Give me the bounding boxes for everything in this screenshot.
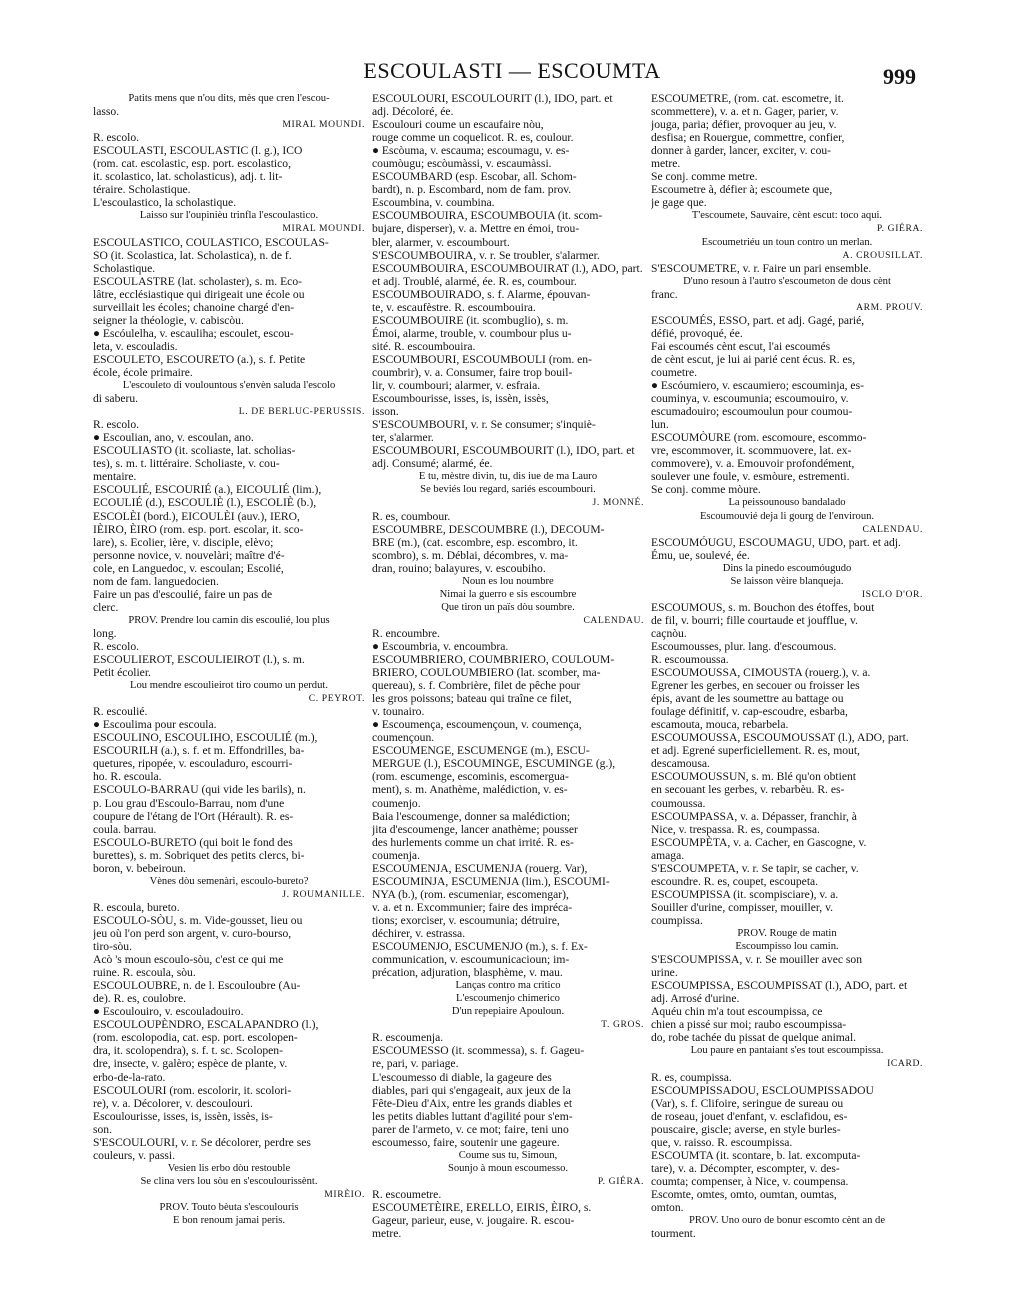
entry-line: tourment. [651,1227,696,1241]
entry-line: mentaire. [93,470,137,484]
entry-line: adj. Décoloré, ée. [372,105,454,119]
entry-line: coumençoun. [372,731,435,745]
quotation-line: Se laisson vèire blanqueja. [730,575,844,587]
entry-line: Escoulouri coume un escaufaire nòu, [372,118,544,132]
entry-line: scombro), s. m. Déblai, décombres, v. ma- [372,548,569,562]
quotation-line: Que tiron un païs dòu soumbre. [441,601,575,613]
entry-line: BRE (m.), (cat. escombre, esp. escombro, it. [372,535,578,549]
entry-line: ● Escoulima pour escoula. [93,718,217,732]
entry-line: S'ESCOUMPISSA, v. r. Se mouiller avec son [651,953,862,967]
entry-line: école, école primaire. [93,365,193,379]
entry-line: ESCOUMINJA, ESCUMENJA (lim.), ESCOUMI- [372,874,610,888]
entry-line: ESCOULOURI (rom. escolorir, it. scolori- [93,1083,292,1097]
entry-line: des hurlements comme un chat irrité. R. es- [372,835,574,849]
entry-line: v. tounairo. [372,705,425,719]
entry-line: pouscaire, giscle; averse, en style burles- [651,1122,841,1136]
entry-line: escoumesso, faire, soutenir une gageure. [372,1135,560,1149]
entry-line: ESCOULOUPÈNDRO, ESCALAPANDRO (l.), [93,1018,319,1032]
entry-line: ESCOUMBOUIRA, ESCOUMBOUIRAT (l.), ADO, part. [372,261,643,275]
quotation-line: T'escoumete, Sauvaire, cènt escut: toco aqui. [691,210,883,222]
entry-line: ESCOUMBOUIRE (it. scombuglio), s. m. [372,313,569,327]
quotation-line: Vènes dòu semenàri, escoulo-bureto? [149,875,309,887]
entry-line: SO (it. Scolastica, lat. Scholastica), n. de f. [93,248,292,262]
entry-line: burettes), s. m. Sobriquet des petits clercs, bi- [93,848,305,862]
entry-line: do, robe tachée du pissat de quelque animal. [651,1031,857,1045]
entry-line: Baia l'escoumenge, donner sa malédiction; [372,809,571,823]
entry-line: R. escoumetre. [372,1187,442,1201]
entry-line: de). R. es, coulobre. [93,992,187,1006]
entry-line: lasso. [93,105,120,119]
entry-line: ESCOUMENJO, ESCUMENJO (m.), s. f. Ex- [372,940,588,954]
entry-line: tes), s. m. t. littéraire. Scholiaste, v. cou- [93,457,280,471]
entry-line: S'ESCOUMETRE, v. r. Faire un pari ensemble. [651,261,872,275]
citation-author: T. GROS. [601,1019,644,1031]
entry-line: nom de fam. languedocien. [93,574,219,588]
entry-line: BRIERO, COULOUMBIERO (lat. scomber, ma- [372,666,601,680]
entry-line: quereau), s. f. Combrière, filet de pêche pour [372,679,581,693]
citation-author: CALENDAU. [583,614,644,626]
entry-line: Escoumbourisse, isses, is, issèn, issès, [372,392,549,406]
entry-line: tions; exorciser, v. escoumunia; détruire, [372,913,560,927]
entry-line: ruine. R. escoula, sòu. [93,966,196,980]
entry-line: précation, adjuration, blasphème, v. mau. [372,966,563,980]
entry-line: ESCOUMOUSSA, CIMOUSTA (rouerg.), v. a. [651,666,871,680]
entry-line: Aquéu chin m'a tout escoumpissa, ce [651,1005,823,1019]
entry-line: ter, s'alarmer. [372,431,434,445]
entry-line: donner à garder, lancer, exciter, v. cou- [651,144,832,158]
entry-line: son. [93,1122,113,1136]
entry-line: S'ESCOUMPETA, v. r. Se tapir, se cacher, v. [651,861,859,875]
entry-line: coumòugu; escòumàssi, v. escaumàssi. [372,157,552,171]
running-head: ESCOULASTI — ESCOUMTA [363,58,661,83]
entry-line: ESCOULETO, ESCOURETO (a.), s. f. Petite [93,352,306,366]
entry-line: scommettere), v. a. et n. Gager, parier, v. [651,105,839,119]
column-middle [372,92,644,1240]
entry-line: couleurs, v. passi. [93,1148,175,1162]
entry-line: ESCOULO-SÒU, s. m. Vide-gousset, lieu ou [93,913,303,927]
citation-author: ICARD. [887,1058,923,1070]
entry-line: it. scolastico, lat. scholasticus), adj. t. lit- [93,170,283,184]
entry-line: ESCOUMBRE, DESCOUMBRE (l.), DECOUM- [372,522,605,536]
entry-line: ESCOUMETÈIRE, ERELLO, EIRIS, ÈIRO, s. [372,1200,592,1214]
quotation-line: Lanças contro ma critico [455,980,561,992]
citation-author: P. GIÉRA. [597,1175,644,1187]
entry-line: jouga, paria; défier, provoquer au jeu, v. [651,118,837,132]
entry-line: ESCOULASTICO, COULASTICO, ESCOULAS- [93,235,329,249]
entry-line: ESCOUMBOUIRADO, s. f. Alarme, épouvan- [372,287,591,301]
entry-line: IÈIRO, ÈIRO (rom. esp. port. escolar, it. sco- [93,522,304,536]
entry-line: desfisa; en Rouergue, commettre, confier, [651,131,845,145]
entry-line: L'escoumesso di diable, la gageure des [372,1070,552,1084]
entry-line: surveillait les écoles; chanoine chargé d'en- [93,300,295,314]
entry-line: L'escoulastico, la scholastique. [93,196,237,210]
entry-line: lun. [651,418,669,432]
entry-line: Nice, v. trespassa. R. es, coumpassa. [651,822,820,836]
citation-author: MIRAL MOUNDI. [282,223,365,235]
entry-line: R. es, coumbour. [372,509,451,523]
citation-author: C. PEYROT. [308,693,365,705]
entry-line: metre. [651,157,681,171]
entry-line: vre, escommover, it. scommuovere, lat. ex- [651,444,852,458]
citation-author: ISCLO D'OR. [861,588,923,600]
entry-line: bujare, disperser), v. a. Mettre en émoi, trou- [372,222,580,236]
citation-author: J. ROUMANILLE. [282,888,365,900]
entry-line: R. escoumoussa. [651,653,729,667]
column-right [651,92,923,1240]
entry-line: ESCOUMPÈTA, v. a. Cacher, en Gascogne, v. [651,835,867,849]
entry-line: ESCOUMÉS, ESSO, part. et adj. Gagé, parié, [651,313,865,327]
entry-line: Escoumousses, plur. lang. d'escoumous. [651,639,837,653]
entry-line: tare), v. a. Décompter, escompter, v. des- [651,1161,840,1175]
entry-line: ment), s. m. Anathème, malédiction, v. es- [372,783,568,797]
entry-line: chien a pissé sur moi; raubo escoumpissa- [651,1018,847,1032]
quotation-line: Patits mens que n'ou dits, mès que cren l'escou- [128,93,330,104]
entry-line: Scholastique. [93,261,156,275]
entry-line: Escomte, omtes, omto, oumtan, oumtas, [651,1187,837,1201]
entry-line: de roseau, jouet d'enfant, v. esclafidou, es- [651,1109,848,1123]
entry-line: ESCOULASTI, ESCOULASTIC (l. g.), ICO [93,144,303,158]
entry-line: rouge comme un coquelicot. R. es, coulour. [372,131,574,145]
entry-line: R. escolo. [93,639,140,653]
citation-author: P. GIÉRA. [876,223,923,235]
entry-line: Acò 's moun escoulo-sòu, c'est ce qui me [93,953,284,967]
entry-line: jita d'escoumenge, lancer anathème; pousser [372,822,578,836]
entry-line: adj. Consumé; alarmé, ée. [372,457,493,471]
entry-line: S'ESCOUMBOUIRA, v. r. Se troubler, s'alarmer. [372,248,600,262]
entry-line: Escoumetre à, défier à; escoumete que, [651,183,833,197]
entry-line: ESCOUMESSO (it. scommessa), s. f. Gageu- [372,1044,585,1058]
entry-line: (rom. escolopodia, cat. esp. port. escolopen- [93,1031,298,1045]
entry-line: re), v. a. Décolorer, v. descoulouri. [93,1096,253,1110]
entry-line: Se conj. comme metre. [651,170,758,184]
quotation-line: PROV. Uno ouro de bonur escomto cènt an de [688,1215,886,1227]
entry-line: ESCOURILH (a.), s. f. et m. Effondrilles, ba- [93,744,305,758]
entry-line: leta, v. escouladis. [93,339,178,353]
entry-line: soulever une foule, v. esmòure, estrementi. [651,470,850,484]
citation-author: A. CROUSILLAT. [842,249,923,261]
entry-line: coumbrir), v. a. Consumer, faire trop bouil- [372,365,573,379]
entry-line: R. escolo. [93,418,140,432]
page-header [0,58,1024,88]
entry-line: R. escolo. [93,131,140,145]
entry-line: ● Escoumbria, v. encoumbra. [372,639,509,653]
column-left [93,92,365,1227]
entry-line: couminya, v. escoumunia; escoumouiro, v. [651,392,849,406]
entry-line: ESCOUMBOURI, ESCOUMBOULI (rom. en- [372,352,592,366]
entry-line: escamouta, mouca, rebarbela. [651,718,789,732]
quotation-line: PROV. Prendre lou camin dis escoulié, lou plus [128,614,330,626]
quotation-line: PROV. Touto bèuta s'escoulouris [159,1201,299,1213]
quotation-line: L'escouleto di voulountous s'envèn saluda l'escolo [122,380,336,392]
entry-line: (rom. cat. escolastic, esp. port. escolastico, [93,157,291,171]
entry-line: boron, v. bebeiroun. [93,861,186,875]
entry-line: Se conj. comme mòure. [651,483,761,497]
entry-line: ESCOULIASTO (it. scoliaste, lat. scholias- [93,444,296,458]
entry-line: les gros poissons; bateau qui traîne ce filet, [372,692,572,706]
entry-line: omton. [651,1200,684,1214]
entry-line: escumadouiro; escoumoulun pour coumou- [651,405,853,419]
entry-line: S'ESCOULOURI, v. r. Se décolorer, perdre ses [93,1135,311,1149]
entry-line: NYA (b.), (rom. escumeniar, escomengar), [372,887,569,901]
quotation-line: Lou paure en pantaiant s'es tout escoumpissa. [690,1045,884,1057]
entry-line: coumenjo. [372,796,421,810]
entry-line: franc. [651,287,678,301]
citation-author: ARM. PROUV. [856,301,923,313]
entry-line: lâtre, ecclésiastique qui dirigeait une école ou [93,287,305,301]
entry-line: ESCOUMÒURE (rom. escomoure, escommo- [651,431,867,445]
entry-line: ESCOUMTA (it. scontare, b. lat. excomputa- [651,1148,861,1162]
entry-line: descamousa. [651,757,710,771]
entry-line: foulage définitif, v. cap-escoudre, esbarba, [651,705,848,719]
entry-line: ● Escoulouiro, v. escouladouiro. [93,1005,244,1019]
entry-line: v. a. et n. Excommunier; faire des impréca- [372,900,573,914]
quotation-line: Nimai la guerro e sis escoumbre [439,588,577,600]
entry-line: ECOULIÉ (d.), ESCOULIÈ (l.), ESCOLIÈ (b.), [93,496,317,510]
entry-line: erbo-de-la-rato. [93,1070,166,1084]
quotation-line: Dins la pinedo escoumóugudo [722,562,852,574]
entry-line: coumpissa. [651,913,703,927]
entry-line: ESCOUMENGE, ESCUMENGE (m.), ESCU- [372,744,590,758]
entry-line: ESCOUMETRE, (rom. cat. escometre, it. [651,92,844,105]
entry-line: tiro-sòu. [93,940,132,954]
entry-line: ESCOUMBRIERO, COUMBRIERO, COULOUM- [372,653,615,667]
entry-line: escoundre. R. es, coupet, escoupeta. [651,874,819,888]
entry-line: ESCOULO-BURETO (qui boit le fond des [93,835,293,849]
entry-line: ESCOUMÓUGU, ESCOUMAGU, UDO, part. et adj. [651,535,901,549]
entry-line: bardt), n. p. Escombard, nom de fam. prov. [372,183,572,197]
entry-line: sité. R. escoumbouira. [372,339,476,353]
quotation-line: E tu, mèstre divin, tu, dis iue de ma Lauro [418,471,598,483]
entry-line: je gage que. [651,196,707,210]
entry-line: épis, avant de les soumettre au battage ou [651,692,844,706]
entry-line: en secouant les gerbes, v. rebarbèu. R. es- [651,783,845,797]
entry-line: Ému, ue, soulevé, ée. [651,548,750,562]
entry-line: les petits diables luttant d'agilité pour s'em- [372,1109,573,1123]
quotation-line: Escoumouvié deja li gourg de l'enviroun. [699,510,875,522]
entry-line: bler, alarmer, v. escoumbourt. [372,235,510,249]
entry-line: ● Escoumença, escoumençoun, v. coumença, [372,718,582,732]
quotation-line: D'un repepiaire Apouloun. [451,1006,565,1018]
entry-line: communication, v. escoumunicacioun; im- [372,953,570,967]
quotation-line: Se clina vers lou sòu en s'escoulourissènt. [140,1175,318,1187]
entry-line: coumetre. [651,365,698,379]
quotation-line: L'escoumenjo chimerico [456,993,560,1005]
entry-line: Escoulourisse, isses, is, issèn, issès, is- [93,1109,273,1123]
entry-line: ESCOUMOUSSUN, s. m. Blé qu'on obtient [651,770,856,784]
entry-line: déchirer, v. estrassa. [372,927,466,940]
entry-line: (rom. escumenge, escominis, escomergua- [372,770,569,784]
quotation-line: La peissounouso bandalado [728,497,846,509]
entry-line: S'ESCOUMBOURI, v. r. Se consumer; s'inquiè- [372,418,596,432]
entry-line: R. es, coumpissa. [651,1070,732,1084]
entry-line: ● Escóulelha, v. escauliha; escoulet, escou- [93,326,294,340]
entry-line: défié, provoqué, ée. [651,326,743,340]
entry-line: ESCOUMOUSSA, ESCOUMOUSSAT (l.), ADO, part. [651,731,909,745]
quotation-line: Se beviés lou regard, sariés escoumbouri. [420,484,596,496]
entry-line: (Var), s. f. Clifoire, seringue de sureau ou [651,1096,844,1110]
entry-line: seigner la théologie, v. cabiscòu. [93,313,244,327]
entry-line: Egrener les gerbes, en secouer ou froisser les [651,679,860,693]
entry-line: long. [93,626,117,640]
entry-line: ESCOUMOUS, s. m. Bouchon des étoffes, bout [651,600,875,614]
entry-line: ESCOULASTRE (lat. scholaster), s. m. Eco- [93,274,302,288]
entry-line: ESCOUMPISSA (it. scompisciare), v. a. [651,887,839,901]
entry-line: ESCOUMENJA, ESCUMENJA (rouerg. Var), [372,861,588,875]
entry-line: que, v. raisso. R. escoumpissa. [651,1135,793,1149]
entry-line: commovere), v. a. Emouvoir profondément, [651,457,855,471]
quotation-line: E bon renoum jamai peris. [172,1215,286,1227]
entry-line: te, v. escaufèstre. R. escoumbouira. [372,300,536,314]
entry-line: re, pari, v. pariage. [372,1057,459,1071]
entry-line: Escoumbina, v. coumbina. [372,196,495,210]
entry-line: ESCOUMBOUIRA, ESCOUMBOUIA (it. scom- [372,209,603,223]
entry-line: personne novice, v. nouvelàri; maître d'é- [93,548,285,562]
entry-line: et adj. Troublé, alarmé, ée. R. es, coumbour. [372,274,577,288]
quotation-line: Lou mendre escoulieirot tiro coumo un perdut. [130,680,328,692]
citation-author: MIRAL MOUNDI. [282,119,365,131]
entry-line: ● Escóumiero, v. escaumiero; escouminja, es- [651,379,864,393]
entry-line: di saberu. [93,392,139,406]
quotation-line: Escoumpisso lou camin. [735,941,839,953]
citation-author: CALENDAU. [862,523,923,535]
entry-line: coumenja. [372,848,420,862]
entry-line: dre, insecte, v. galèro; espèce de plante, v. [93,1057,288,1071]
entry-line: amaga. [651,848,685,862]
entry-line: ho. R. escoula. [93,770,162,784]
entry-line: R. escoulié. [93,705,148,719]
entry-line: ESCOULOUBRE, n. de l. Escouloubre (Au- [93,979,301,993]
entry-line: de cènt escut, je lui ai parié cent écus. R. es, [651,352,856,366]
entry-line: ● Escòuma, v. escauma; escoumagu, v. es- [372,144,570,158]
entry-line: Fête-Dieu d'Aix, entre les grands diables et [372,1096,573,1110]
entry-line: clerc. [93,600,119,614]
entry-line: lare), s. Ecolier, ière, v. disciple, elèvo; [93,535,274,549]
quotation-line: PROV. Rouge de matin [737,928,837,939]
entry-line: ESCOLÈI (bord.), EICOULÈI (auv.), IERO, [93,509,300,523]
entry-line: de fil, v. bourri; fille courtaude et joufflue, v. [651,613,858,627]
entry-line: isson. [372,405,399,419]
entry-line: parer de l'armeto, v. ce mot; faire, teni uno [372,1122,569,1136]
entry-line: ESCOUMBOURI, ESCOUMBOURIT (l.), IDO, part. et [372,444,635,458]
entry-line: diables, pari qui s'engageait, aux jeux de la [372,1083,571,1097]
entry-line: ESCOUMBARD (esp. Escobar, all. Schom- [372,170,577,184]
entry-line: ESCOULOURI, ESCOULOURIT (l.), IDO, part. et [372,92,613,105]
entry-line: cole, en Languedoc, v. escoulan; Escolié, [93,561,284,575]
page-number: 999 [883,64,916,89]
citation-author: L. DE BERLUC-PERUSSIS. [238,406,365,418]
entry-line: R. escoumenja. [372,1031,444,1045]
entry-line: jeu où l'on perd son argent, v. curo-bourso, [93,927,292,940]
entry-line: téraire. Scholastique. [93,183,191,197]
entry-line: urine. [651,966,678,980]
entry-line: MERGUE (l.), ESCOUMINGE, ESCUMINGE (g.), [372,757,616,771]
entry-line: ● Escoulian, ano, v. escoulan, ano. [93,431,254,445]
entry-line: ESCOULIEROT, ESCOULIEIROT (l.), s. m. [93,653,305,667]
entry-line: coumoussa. [651,796,706,810]
entry-line: ESCOUMPISSA, ESCOUMPISSAT (l.), ADO, part. et [651,979,908,993]
quotation-line: Noun es lou noumbre [462,575,554,587]
entry-line: dran, rouino; balayures, v. escoubiho. [372,561,546,575]
entry-line: R. encoumbre. [372,626,440,640]
entry-line: ESCOULO-BARRAU (qui vide les barils), n. [93,783,306,797]
citation-author: J. MONNÉ. [592,497,644,509]
quotation-line: Sounjo à moun escoumesso. [447,1162,569,1174]
entry-line: p. Lou grau d'Escoulo-Barrau, nom d'une [93,796,285,810]
entry-line: Petit écolier. [93,666,151,680]
entry-line: quetures, ripopée, v. escouladuro, escourri- [93,757,293,771]
entry-line: R. escoula, bureto. [93,900,180,914]
entry-line: Faire un pas d'escoulié, faire un pas de [93,587,273,601]
entry-line: ESCOUMPISSADOU, ESCLOUMPISSADOU [651,1083,874,1097]
entry-line: coula. barrau. [93,822,157,836]
entry-line: Fai escoumés cènt escut, l'ai escoumés [651,339,831,353]
citation-author: MIRÈIO. [324,1188,365,1200]
entry-line: ESCOULINO, ESCOULIHO, ESCOULIÉ (m.), [93,731,318,745]
entry-line: caçnòu. [651,626,687,640]
quotation-line: Escoumetriéu un toun contro un merlan. [701,236,873,248]
entry-line: coumta; compenser, à Nice, v. coumpensa. [651,1174,849,1188]
entry-line: adj. Arrosé d'urine. [651,992,740,1006]
entry-line: lir, v. coumbouri; alarmer, v. esfraia. [372,379,541,393]
entry-line: dra, it. scolopendra), s. f. t. sc. Scolopen- [93,1044,283,1058]
quotation-line: Laisso sur l'oupinièu trinfla l'escoulastico. [139,210,319,222]
entry-line: ESCOUMPASSA, v. a. Dépasser, franchir, à [651,809,857,823]
quotation-line: Vesien lis erbo dòu restouble [167,1162,291,1174]
entry-line: Émoi, alarme, trouble, v. coumbour plus u- [372,326,572,340]
entry-line: metre. [372,1227,402,1241]
quotation-line: Coume sus tu, Simoun, [458,1149,558,1161]
entry-line: Souiller d'urine, compisser, mouiller, v. [651,900,834,914]
entry-line: et adj. Egrené superficiellement. R. es, mout, [651,744,860,758]
entry-line: Gageur, parieur, euse, v. jougaire. R. escou- [372,1214,575,1228]
entry-line: coupure de l'étang de l'Ort (Hérault). R. es- [93,809,294,823]
entry-line: ESCOULIÉ, ESCOURIÉ (a.), EICOULIÉ (lim.), [93,483,322,497]
quotation-line: D'uno resoun à l'autro s'escoumeton de dous cènt [683,275,891,287]
